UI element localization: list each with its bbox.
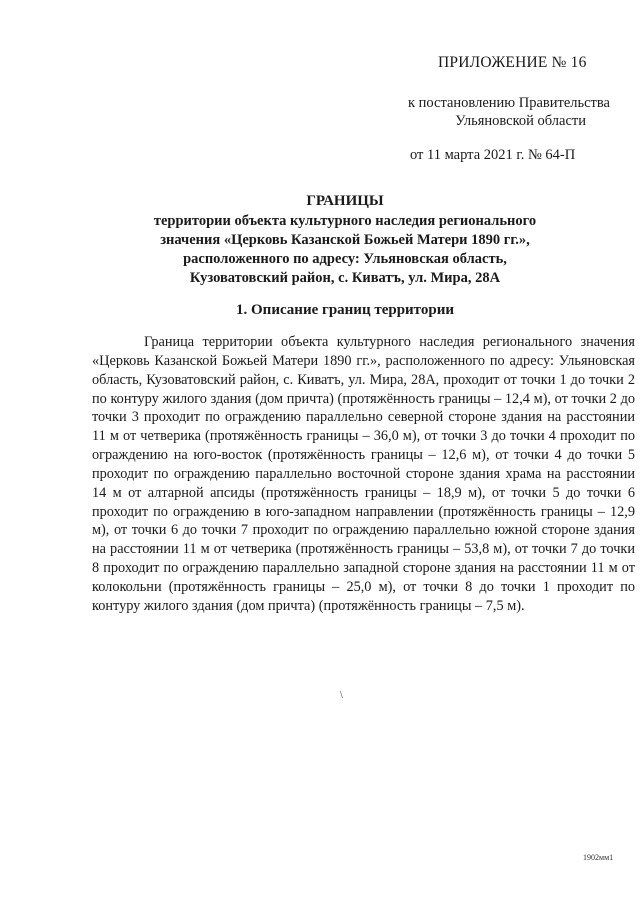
document-heading-line-4: Кузоватовский район, с. Киватъ, ул. Мира, 28А <box>189 270 501 286</box>
document-heading-title: ГРАНИЦЫ <box>306 193 384 209</box>
footer-document-code: 1902мм1 <box>583 853 614 862</box>
stray-pen-mark: \ <box>340 690 343 701</box>
document-heading <box>100 192 590 288</box>
document-heading-line-2: значения «Церковь Казанской Божьей Матери 1890 гг.», <box>160 232 530 248</box>
appendix-reference-line-2: Ульяновской области <box>455 113 586 129</box>
appendix-reference-line-1: к постановлению Правительства <box>408 95 610 111</box>
appendix-date: от 11 марта 2021 г. № 64-П <box>410 147 576 163</box>
section-title: 1. Описание границ территории <box>236 302 454 318</box>
section-body-paragraph: Граница территории объекта культурного наследия регионального значения «Церковь Казанской Божьей Матери 1890 гг.», расположенного по адресу: Ульяновская область, Кузоватовский район, с. Киватъ, ул. Мира, 28А, проходит от точки 1 до точки 2 по контуру жилого здания (дом причта) (протяжённость границы – 12,4 м), от точки 2 до точки 3 проходит по ограждению параллельно северной стороне здания на расстоянии 11 м от четверика (протяжённость границы – 36,0 м), от точки 3 до точки 4 проходит по ограждению на юго-восток (протяжённость границы – 12,6 м), от точки 4 до точки 5 проходит по ограждению параллельно восточной стороне здания храма на расстоянии 14 м от алтарной апсиды (протяжённость границы – 18,9 м), от точки 5 до точки 6 проходит по ограждению в юго-западном направлении (протяжённость границы – 12,9 м), от точки 6 до точки 7 проходит по ограждению параллельно южной стороне здания на расстоянии 11 м от четверика (протяжённость границы – 53,8 м), от точки 7 до точки 8 проходит по ограждению параллельно западной стороне здания на расстоянии 11 м от колокольни (протяжённость границы – 25,0 м), от точки 8 до точки 1 проходит по контуру жилого здания (дом причта) (протяжённость границы – 7,5 м). <box>92 334 635 614</box>
document-heading-line-1: территории объекта культурного наследия регионального <box>153 213 537 229</box>
appendix-reference <box>350 94 610 130</box>
appendix-title: ПРИЛОЖЕНИЕ № 16 <box>438 54 587 71</box>
document-heading-line-3: расположенного по адресу: Ульяновская область, <box>183 251 507 267</box>
